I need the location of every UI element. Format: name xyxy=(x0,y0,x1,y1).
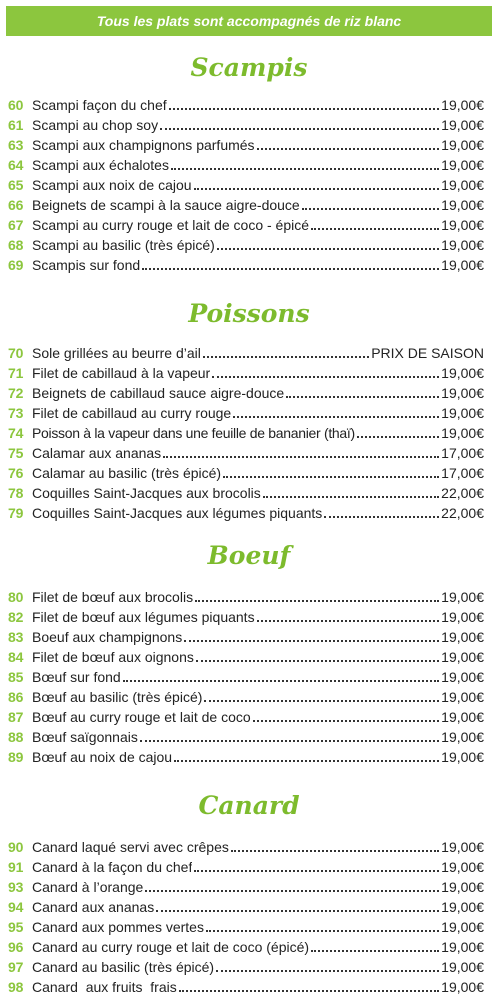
menu-item xyxy=(0,254,498,274)
menu-item xyxy=(0,606,498,626)
dot-leader xyxy=(195,599,439,602)
item-name: Canard au basilic (très épicé) xyxy=(32,959,215,975)
menu-item xyxy=(0,666,498,686)
dot-leader xyxy=(194,869,439,872)
dot-leader xyxy=(156,909,439,912)
item-number: 83 xyxy=(8,629,24,645)
menu-item xyxy=(0,876,498,896)
item-price: 17,00€ xyxy=(441,465,484,481)
item-price: 19,00€ xyxy=(441,899,484,915)
item-number: 66 xyxy=(8,197,24,213)
item-price: 19,00€ xyxy=(441,749,484,765)
dot-leader xyxy=(196,659,439,662)
dot-leader xyxy=(160,127,439,130)
item-number: 75 xyxy=(8,445,24,461)
item-number: 67 xyxy=(8,217,24,233)
dot-leader xyxy=(223,475,439,478)
item-price: 19,00€ xyxy=(441,365,484,381)
section-title-canard: Canard xyxy=(198,791,300,820)
item-number: 71 xyxy=(8,365,24,381)
item-price: 19,00€ xyxy=(441,709,484,725)
item-name: Filet de bœuf aux brocolis xyxy=(32,589,194,605)
dot-leader xyxy=(145,889,439,892)
dot-leader xyxy=(216,969,439,972)
menu-item xyxy=(0,154,498,174)
menu-item xyxy=(0,626,498,646)
item-number: 64 xyxy=(8,157,24,173)
item-name: Filet de bœuf aux légumes piquants xyxy=(32,609,255,625)
dot-leader xyxy=(217,247,439,250)
dot-leader xyxy=(171,167,439,170)
menu-item xyxy=(0,214,498,234)
item-price: 19,00€ xyxy=(441,839,484,855)
menu-item xyxy=(0,836,498,856)
dot-leader xyxy=(179,989,439,992)
item-price: 19,00€ xyxy=(441,197,484,213)
dot-leader xyxy=(286,395,439,398)
item-number: 87 xyxy=(8,709,24,725)
menu-item xyxy=(0,442,498,462)
menu-item xyxy=(0,134,498,154)
item-price: 19,00€ xyxy=(441,919,484,935)
item-price: 19,00€ xyxy=(441,859,484,875)
dot-leader xyxy=(253,719,440,722)
item-name: Sole grillées au beurre d’ail xyxy=(32,345,201,361)
menu-item xyxy=(0,726,498,746)
item-number: 76 xyxy=(8,465,24,481)
item-name: Coquilles Saint-Jacques aux légumes piquants xyxy=(32,505,323,521)
menu-item xyxy=(0,896,498,916)
item-name: Scampi façon du chef xyxy=(32,97,167,113)
menu-item xyxy=(0,706,498,726)
dot-leader xyxy=(163,455,439,458)
dot-leader xyxy=(123,679,439,682)
menu-item xyxy=(0,686,498,706)
dot-leader xyxy=(231,849,439,852)
dot-leader xyxy=(311,949,439,952)
item-price: 17,00€ xyxy=(441,445,484,461)
menu-item xyxy=(0,482,498,502)
section-title-scampis: Scampis xyxy=(190,53,308,82)
item-number: 65 xyxy=(8,177,24,193)
dot-leader xyxy=(140,739,439,742)
item-number: 90 xyxy=(8,839,24,855)
item-price: 19,00€ xyxy=(441,97,484,113)
item-number: 84 xyxy=(8,649,24,665)
item-price: 19,00€ xyxy=(441,157,484,173)
dot-leader xyxy=(357,435,439,438)
item-name: Canard aux pommes vertes xyxy=(32,919,204,935)
item-name: Canard à la façon du chef xyxy=(32,859,193,875)
item-price: 19,00€ xyxy=(441,425,484,441)
item-name: Beignets de scampi à la sauce aigre-douce xyxy=(32,197,300,213)
item-number: 96 xyxy=(8,939,24,955)
item-number: 69 xyxy=(8,257,24,273)
item-price: 19,00€ xyxy=(441,237,484,253)
dot-leader xyxy=(257,147,440,150)
section-title-poissons: Poissons xyxy=(188,299,310,328)
item-number: 72 xyxy=(8,385,24,401)
dot-leader xyxy=(324,515,439,518)
item-price: 19,00€ xyxy=(441,177,484,193)
dot-leader xyxy=(233,415,439,418)
item-number: 98 xyxy=(8,979,24,995)
item-price: PRIX DE SAISON xyxy=(371,345,484,361)
menu-item xyxy=(0,114,498,134)
item-number: 79 xyxy=(8,505,24,521)
menu-item xyxy=(0,916,498,936)
item-price: 19,00€ xyxy=(441,689,484,705)
dot-leader xyxy=(302,207,439,210)
dot-leader xyxy=(142,267,439,270)
item-price: 19,00€ xyxy=(441,879,484,895)
item-number: 85 xyxy=(8,669,24,685)
item-name: Scampi aux noix de cajou xyxy=(32,177,192,193)
item-number: 93 xyxy=(8,879,24,895)
menu-item xyxy=(0,342,498,362)
menu-item xyxy=(0,586,498,606)
dot-leader xyxy=(311,227,439,230)
dot-leader xyxy=(194,187,440,190)
item-number: 97 xyxy=(8,959,24,975)
dot-leader xyxy=(174,759,439,762)
item-price: 19,00€ xyxy=(441,939,484,955)
item-name: Filet de bœuf aux oignons xyxy=(32,649,194,665)
item-price: 19,00€ xyxy=(441,137,484,153)
menu-item xyxy=(0,936,498,956)
item-number: 61 xyxy=(8,117,24,133)
item-name: Coquilles Saint-Jacques aux brocolis xyxy=(32,485,261,501)
menu-item xyxy=(0,956,498,976)
item-name: Bœuf saïgonnais xyxy=(32,729,138,745)
item-number: 89 xyxy=(8,749,24,765)
item-number: 78 xyxy=(8,485,24,501)
item-price: 19,00€ xyxy=(441,589,484,605)
dot-leader xyxy=(212,375,439,378)
item-name: Canard aux ananas xyxy=(32,899,155,915)
item-name: Poisson à la vapeur dans une feuille de bananier (thaï) xyxy=(32,425,355,441)
dot-leader xyxy=(204,699,439,702)
dot-leader xyxy=(203,355,369,358)
item-number: 91 xyxy=(8,859,24,875)
dot-leader xyxy=(257,619,440,622)
item-price: 19,00€ xyxy=(441,117,484,133)
item-price: 19,00€ xyxy=(441,217,484,233)
dot-leader xyxy=(206,929,439,932)
item-price: 19,00€ xyxy=(441,669,484,685)
item-number: 60 xyxy=(8,97,24,113)
item-price: 19,00€ xyxy=(441,959,484,975)
menu-item xyxy=(0,234,498,254)
item-number: 73 xyxy=(8,405,24,421)
item-number: 82 xyxy=(8,609,24,625)
item-name: Bœuf sur fond xyxy=(32,669,121,685)
item-name: Calamar aux ananas xyxy=(32,445,162,461)
item-name: Canard aux fruits frais xyxy=(32,979,177,995)
item-number: 74 xyxy=(8,425,24,441)
section-title-boeuf: Boeuf xyxy=(207,541,291,570)
item-price: 19,00€ xyxy=(441,609,484,625)
item-price: 19,00€ xyxy=(441,405,484,421)
menu-item xyxy=(0,194,498,214)
item-price: 19,00€ xyxy=(441,257,484,273)
item-name: Bœuf au noix de cajou xyxy=(32,749,173,765)
dot-leader xyxy=(263,495,439,498)
item-name: Scampi au chop soy xyxy=(32,117,159,133)
item-name: Canard à l’orange xyxy=(32,879,144,895)
item-price: 19,00€ xyxy=(441,385,484,401)
item-price: 19,00€ xyxy=(441,629,484,645)
menu-item xyxy=(0,746,498,766)
item-price: 19,00€ xyxy=(441,649,484,665)
item-number: 80 xyxy=(8,589,24,605)
item-name: Canard laqué servi avec crêpes xyxy=(32,839,229,855)
menu-item xyxy=(0,856,498,876)
item-name: Filet de cabillaud au curry rouge xyxy=(32,405,232,421)
item-name: Scampi au curry rouge et lait de coco - épicé xyxy=(32,217,310,233)
item-name: Bœuf au curry rouge et lait de coco xyxy=(32,709,251,725)
menu-item xyxy=(0,646,498,666)
item-name: Scampis sur fond xyxy=(32,257,141,273)
item-name: Filet de cabillaud à la vapeur xyxy=(32,365,211,381)
item-number: 70 xyxy=(8,345,24,361)
item-number: 68 xyxy=(8,237,24,253)
item-price: 19,00€ xyxy=(441,979,484,995)
item-name: Beignets de cabillaud sauce aigre-douce xyxy=(32,385,285,401)
item-name: Scampi au basilic (très épicé) xyxy=(32,237,215,253)
dot-leader xyxy=(169,107,440,110)
item-name: Scampi aux champignons parfumés xyxy=(32,137,255,153)
menu-item xyxy=(0,94,498,114)
item-price: 19,00€ xyxy=(441,729,484,745)
item-price: 22,00€ xyxy=(441,485,484,501)
item-price: 22,00€ xyxy=(441,505,484,521)
dot-leader xyxy=(184,639,439,642)
item-number: 86 xyxy=(8,689,24,705)
item-name: Scampi aux échalotes xyxy=(32,157,169,173)
menu-item xyxy=(0,462,498,482)
menu-item xyxy=(0,976,498,996)
menu-item xyxy=(0,174,498,194)
item-name: Bœuf au basilic (très épicé) xyxy=(32,689,203,705)
menu-item xyxy=(0,362,498,382)
menu-item xyxy=(0,402,498,422)
item-name: Calamar au basilic (très épicé) xyxy=(32,465,222,481)
item-number: 63 xyxy=(8,137,24,153)
item-number: 95 xyxy=(8,919,24,935)
menu-item xyxy=(0,502,498,522)
banner: Tous les plats sont accompagnés de riz blanc xyxy=(6,6,492,36)
item-name: Boeuf aux champignons xyxy=(32,629,183,645)
item-number: 88 xyxy=(8,729,24,745)
menu-item xyxy=(0,382,498,402)
item-name: Canard au curry rouge et lait de coco (épicé) xyxy=(32,939,310,955)
item-number: 94 xyxy=(8,899,24,915)
menu-item xyxy=(0,422,498,442)
